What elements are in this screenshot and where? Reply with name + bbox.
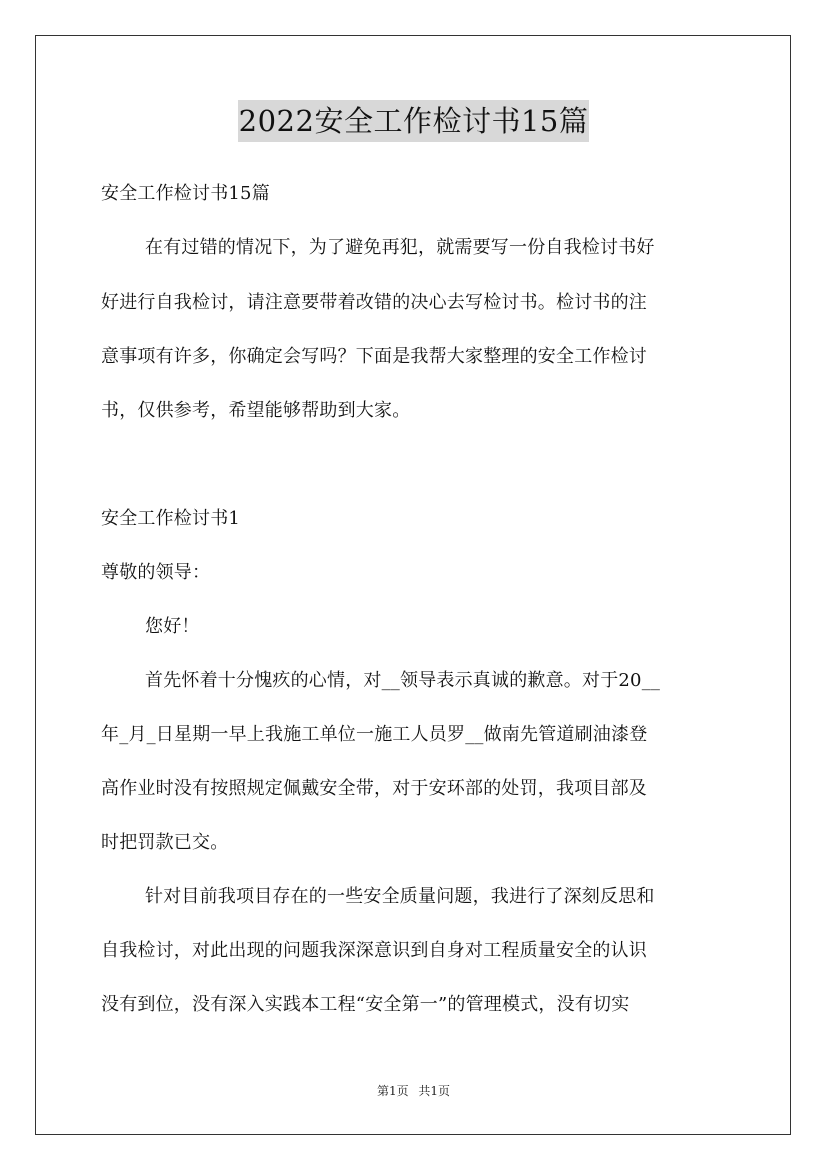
para2-line-3: 没有到位，没有深入实践本工程“安全第一”的管理模式，没有切实 <box>101 994 630 1015</box>
para1-line-3: 高作业时没有按照规定佩戴安全带，对于安环部的处罚，我项目部及 <box>101 778 647 799</box>
greeting: 您好！ <box>145 616 200 637</box>
para1-line-4: 时把罚款已交。 <box>101 832 229 853</box>
title-container <box>0 100 827 142</box>
salutation: 尊敬的领导： <box>101 562 211 583</box>
para2-line-1: 针对目前我项目存在的一些安全质量问题，我进行了深刻反思和 <box>145 886 655 907</box>
intro-line-1: 在有过错的情况下，为了避免再犯，就需要写一份自我检讨书好 <box>145 237 655 258</box>
para1-line-2: 年_月_日星期一早上我施工单位一施工人员罗__做南先管道刷油漆登 <box>101 724 648 745</box>
document-subtitle: 安全工作检讨书15篇 <box>101 183 270 204</box>
para2-line-2: 自我检讨，对此出现的问题我深深意识到自身对工程质量安全的认识 <box>101 940 647 961</box>
page-number: 第1页 <box>376 1084 409 1098</box>
intro-line-3: 意事项有许多，你确定会写吗？下面是我帮大家整理的安全工作检讨 <box>101 346 647 367</box>
page-total: 共1页 <box>418 1084 451 1098</box>
section-heading: 安全工作检讨书1 <box>101 508 241 529</box>
page-footer <box>0 1083 827 1099</box>
intro-line-2: 好进行自我检讨，请注意要带着改错的决心去写检讨书。检讨书的注 <box>101 292 647 313</box>
para1-line-1: 首先怀着十分愧疚的心情，对__领导表示真诚的歉意。对于20__ <box>145 670 661 691</box>
intro-line-4: 书，仅供参考，希望能够帮助到大家。 <box>101 400 411 421</box>
document-title: 2022安全工作检讨书15篇 <box>238 100 590 142</box>
